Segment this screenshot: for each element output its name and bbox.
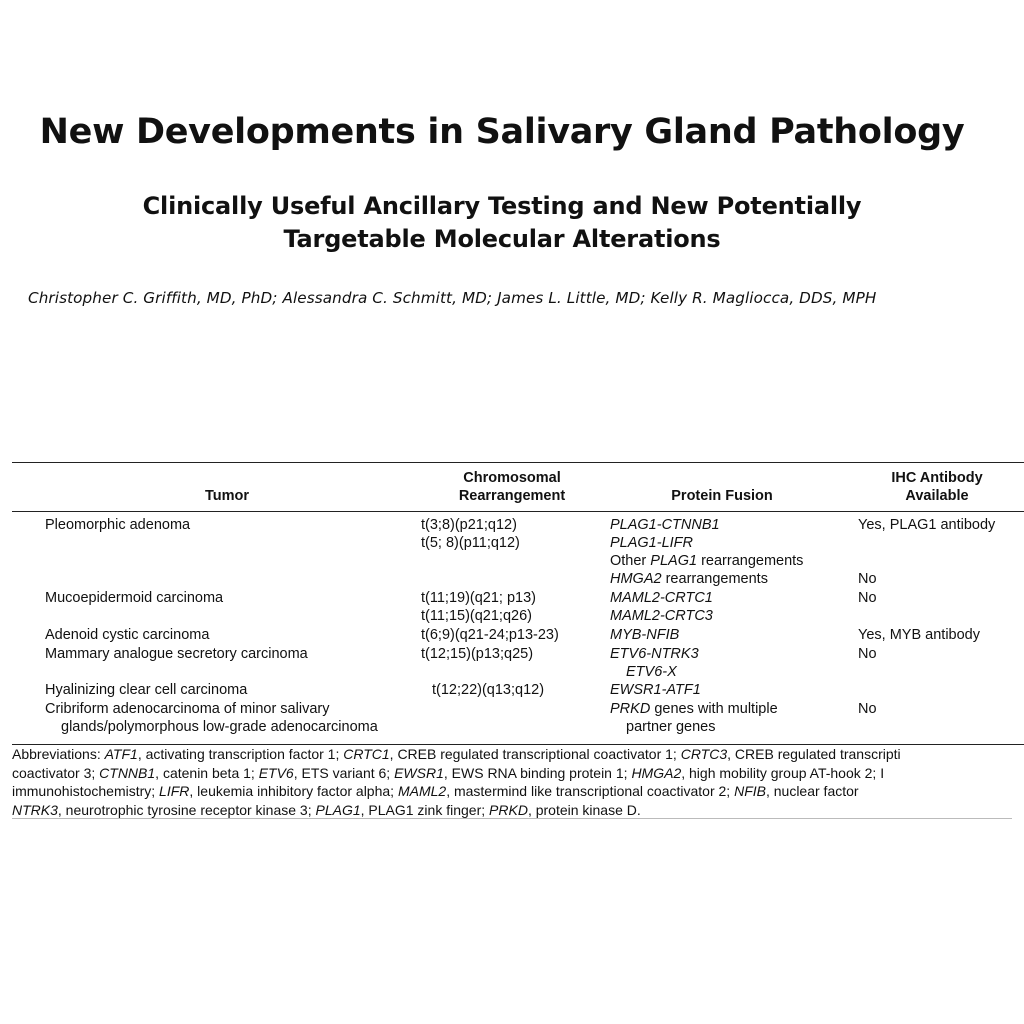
abbreviation-text: Abbreviations: (12, 746, 105, 762)
table-cell-tumor: Cribriform adenocarcinoma of minor salivary (45, 701, 330, 717)
bottom-divider (12, 818, 1012, 819)
table-cell-fusion: ETV6-X (626, 664, 677, 680)
abbreviation-text: , EWS RNA binding protein 1; (443, 764, 632, 781)
table-cell-tumor: glands/polymorphous low-grade adenocarcinoma (61, 719, 378, 735)
header-ihc-line1: IHC Antibody (891, 470, 983, 486)
abbreviation-term: HMGA2 (631, 764, 682, 781)
abbreviation-term: ATF1 (104, 746, 138, 762)
table-cell-rearrangement: t(12;15)(p13;q25) (421, 646, 534, 662)
header-ihc-line2: Available (905, 488, 969, 504)
table-cell-rearrangement: t(6;9)(q21-24;p13-23) (421, 627, 559, 643)
table-cell-ihc: No (858, 590, 877, 606)
abbreviation-term: CTNNB1 (99, 764, 156, 781)
author-list: Christopher C. Griffith, MD, PhD; Alessandra C. Schmitt, MD; James L. Little, MD; Kelly R. Magliocca, DDS, MPH (28, 289, 877, 307)
table-cell-rearrangement: t(11;15)(q21;q26) (421, 608, 532, 624)
table-cell-fusion: partner genes (626, 719, 716, 735)
abbreviation-text: , leukemia inhibitory factor alpha; (189, 783, 398, 799)
abbreviation-text: , CREB regulated transcripti (727, 746, 901, 762)
abbreviation-text: , ETS variant 6; (293, 764, 395, 781)
header-tumor: Tumor (204, 488, 250, 504)
header-chromosomal-line1: Chromosomal (463, 470, 561, 486)
abbreviations-line (12, 764, 1024, 783)
abbreviation-term: PLAG1 (315, 801, 361, 818)
abbreviations-line (12, 801, 1024, 820)
abbreviation-term: CRTC3 (680, 746, 728, 762)
table-cell-tumor: Mammary analogue secretory carcinoma (45, 646, 308, 662)
article-title: New Developments in Salivary Gland Pathology (39, 112, 965, 152)
abbreviation-text: , PLAG1 zink finger; (360, 801, 490, 818)
table-cell-tumor: Mucoepidermoid carcinoma (45, 590, 224, 606)
table-cell-fusion: ETV6-NTRK3 (610, 646, 699, 662)
header-divider (12, 511, 1024, 512)
table-cell-ihc: Yes, PLAG1 antibody (858, 517, 996, 533)
table-cell-fusion: MYB-NFIB (610, 627, 680, 643)
subtitle-line-2: Targetable Molecular Alterations (283, 225, 721, 253)
abbreviation-term: CRTC1 (343, 746, 390, 762)
table-cell-fusion: PLAG1-LIFR (610, 535, 693, 551)
abbreviation-term: NFIB (734, 783, 766, 799)
table-cell-ihc: No (858, 646, 877, 662)
table-cell-tumor: Adenoid cystic carcinoma (45, 627, 210, 643)
article-subtitle (0, 190, 1004, 256)
fusion-gene: PRKD (610, 701, 651, 717)
abbreviation-text: , activating transcription factor 1; (137, 746, 344, 762)
fusion-text: Other (610, 553, 651, 569)
table-cell-rearrangement: t(11;19)(q21; p13) (421, 590, 536, 606)
table-cell-ihc: No (858, 701, 877, 717)
table-cell-ihc: Yes, MYB antibody (858, 627, 980, 643)
table-cell-fusion (610, 700, 778, 718)
fusion-text: rearrangements (697, 553, 804, 569)
fusion-table (12, 462, 1024, 743)
table-cell-fusion (610, 570, 768, 588)
table-cell-fusion: MAML2-CRTC1 (610, 590, 713, 606)
table-cell-rearrangement: t(3;8)(p21;q12) (421, 517, 517, 533)
table-cell-fusion: MAML2-CRTC3 (610, 608, 713, 624)
fusion-text: rearrangements (661, 571, 768, 587)
table-cell-tumor: Hyalinizing clear cell carcinoma (45, 682, 248, 698)
table-cell-tumor: Pleomorphic adenoma (45, 517, 191, 533)
fusion-gene: HMGA2 (610, 571, 662, 587)
subtitle-line-1: Clinically Useful Ancillary Testing and New Potentially (142, 192, 862, 220)
table-cell-fusion: EWSR1-ATF1 (610, 682, 701, 698)
fusion-text: genes with multiple (650, 701, 778, 717)
abbreviation-text: coactivator 3; (12, 764, 100, 781)
abbreviation-term: ETV6 (258, 764, 294, 781)
abbreviation-text: , high mobility group AT-hook 2; I (681, 764, 885, 781)
fusion-gene: PLAG1 (650, 553, 698, 569)
abbreviation-text: , neurotrophic tyrosine receptor kinase 3; (57, 801, 316, 818)
abbreviation-text: , mastermind like transcriptional coactivator 2; (446, 783, 735, 799)
abbreviations-line (12, 782, 1024, 801)
abbreviation-term: PRKD (489, 801, 528, 818)
abbreviation-text: , catenin beta 1; (155, 764, 259, 781)
header-ihc (862, 469, 1012, 505)
abbreviations-line (12, 745, 1024, 764)
table-cell-fusion: PLAG1-CTNNB1 (610, 517, 720, 533)
table-cell-fusion (610, 552, 803, 570)
abbreviation-text: , nuclear factor (765, 783, 859, 799)
abbreviation-text: immunohistochemistry; (12, 783, 160, 799)
abbreviation-text: , protein kinase D. (527, 801, 641, 818)
abbreviation-term: EWSR1 (394, 764, 444, 781)
header-protein-fusion: Protein Fusion (671, 488, 773, 504)
abbreviation-term: NTRK3 (12, 801, 58, 818)
table-cell-ihc: No (858, 571, 877, 587)
abbreviation-term: MAML2 (397, 783, 447, 799)
table-cell-rearrangement: t(12;22)(q13;q12) (432, 682, 545, 698)
abbreviations-footnote (12, 744, 1024, 819)
header-chromosomal (432, 469, 592, 505)
table-cell-rearrangement: t(5; 8)(p11;q12) (421, 535, 520, 551)
header-chromosomal-line2: Rearrangement (458, 488, 566, 504)
abbreviation-term: LIFR (159, 783, 190, 799)
abbreviation-text: , CREB regulated transcriptional coactivator 1; (389, 746, 681, 762)
